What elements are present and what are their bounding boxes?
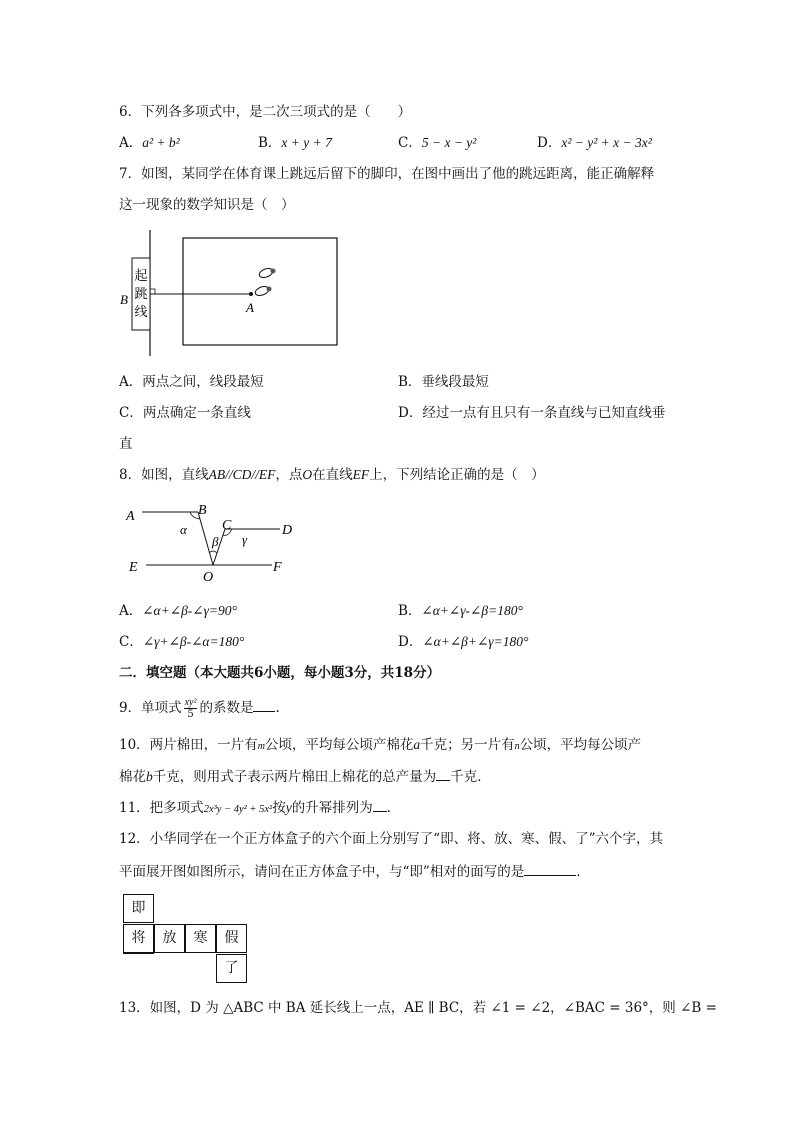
q7-option-b: B．垂线段最短	[398, 374, 489, 390]
q10-line1: 10．两片棉田，一片有m公顷，平均每公顷产棉花a千克；另一片有n公顷，平均每公顷产	[119, 737, 642, 753]
q7-option-c: C．两点确定一条直线	[119, 405, 251, 421]
label-alpha: α	[180, 522, 187, 537]
segment-bo	[198, 512, 213, 565]
q7-option-d: D．经过一点有且只有一条直线与已知直线垂	[398, 405, 666, 421]
q8-option-b: B．∠α+∠γ-∠β=180°	[398, 603, 523, 619]
cube-face-han: 寒	[185, 924, 216, 953]
q8-option-c: C．∠γ+∠β-∠α=180°	[119, 634, 245, 650]
board-char-2: 跳	[134, 287, 148, 302]
label-beta: β	[212, 534, 219, 549]
cube-face-jiang: 将	[123, 924, 154, 953]
cube-face-jia: 假	[216, 924, 247, 953]
q12-line1: 12．小华同学在一个正方体盒子的六个面上分别写了“即、将、放、寒、假、了”六个字，其	[119, 831, 663, 847]
label-f: F	[273, 560, 282, 575]
label-e: E	[129, 560, 138, 575]
board-char-3: 线	[134, 305, 148, 320]
cube-face-fang: 放	[154, 924, 185, 953]
cube-face-le: 了	[216, 954, 247, 983]
angle-beta-arc	[209, 551, 217, 553]
section2-title: 二．填空题（本大题共6小题，每小题3分，共18分）	[119, 665, 441, 681]
q13-line: 13．如图，D 为 △ABC 中 BA 延长线上一点，AE ∥ BC，若 ∠1 = ∠2，∠BAC = 36°，则 ∠B =	[119, 1000, 717, 1016]
q12-answer-blank[interactable]	[524, 861, 576, 876]
board-char-1: 起	[134, 269, 148, 284]
q8-option-a: A．∠α+∠β-∠γ=90°	[119, 603, 237, 619]
q6-option-d: D．x² − y² + x − 3x²	[537, 135, 652, 151]
label-a: A	[126, 509, 135, 524]
q7-option-a: A．两点之间，线段最短	[119, 374, 264, 390]
cube-face-ji: 即	[123, 894, 154, 923]
q9-line: 9．单项式 $\frac{\text{xy²}}{5}$ 的系数是 .	[119, 697, 280, 720]
q6-stem: 6．下列各多项式中，是二次三项式的是（ ）	[119, 104, 412, 120]
label-c: C	[222, 518, 232, 533]
q10-line2: 棉花b千克，则用式子表示两片棉田上棉花的总产量为 千克．	[119, 766, 491, 787]
q11-answer-blank[interactable]	[373, 797, 387, 812]
right-angle-mark	[150, 289, 155, 294]
label-o: O	[203, 570, 214, 585]
q6-option-b: B．x + y + 7	[258, 135, 332, 151]
q10-answer-blank[interactable]	[436, 766, 450, 781]
label-b: B	[198, 503, 207, 518]
q8-stem: 8．如图，直线AB//CD//EF，点O在直线EF上，下列结论正确的是（ ）	[119, 467, 545, 483]
label-gamma: γ	[242, 532, 248, 547]
label-d: D	[282, 523, 293, 538]
q7-stem-line2: 这一现象的数学知识是（ ）	[119, 197, 295, 213]
q9-fraction: $\frac{\text{xy²}}{5}$	[184, 697, 197, 720]
q7-option-d-wrap: 直	[119, 436, 133, 452]
q8-parallel-lines-figure	[120, 500, 310, 585]
point-a-label: A	[246, 300, 254, 315]
q9-answer-blank[interactable]	[253, 697, 275, 712]
q11-line: 11．把多项式2x³y − 4y² + 5x²按y的升幂排列为 ．	[119, 797, 400, 820]
q7-stem-line1: 7．如图，某同学在体育课上跳远后留下的脚印，在图中画出了他的跳远距离，能正确解释	[119, 166, 655, 182]
q12-line2: 平面展开图如图所示，请问在正方体盒子中，与“即”相对的面写的是 ．	[119, 861, 590, 882]
point-b-label: B	[120, 292, 128, 307]
q8-option-d: D．∠α+∠β+∠γ=180°	[398, 634, 529, 650]
q6-option-c: C．5 − x − y²	[398, 135, 477, 151]
q7-long-jump-figure	[110, 228, 350, 363]
q6-option-a: A．a² + b²	[119, 135, 180, 151]
point-a-dot	[249, 292, 253, 296]
